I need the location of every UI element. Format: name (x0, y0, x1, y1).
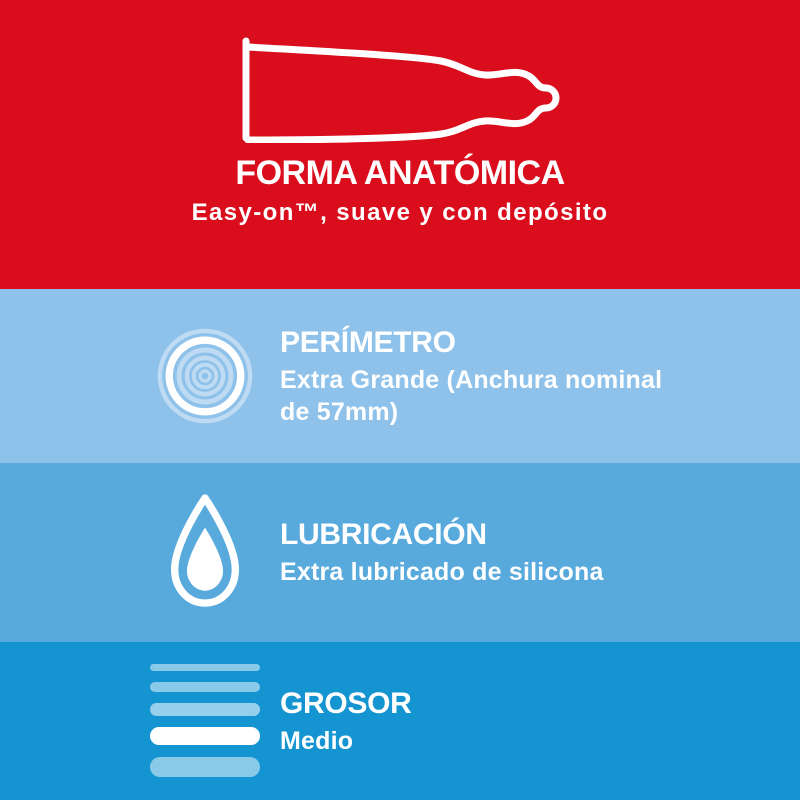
hero-section (0, 0, 800, 289)
concentric-circles-icon (130, 327, 280, 425)
thickness-lines-icon (130, 662, 280, 780)
feature-lubricacion-title: LUBRICACIÓN (280, 518, 487, 551)
hero-title: FORMA ANATÓMICA (235, 154, 565, 192)
feature-perimetro-description: Extra Grande (Anchura nominal de 57mm) (280, 365, 663, 426)
feature-grosor-title: GROSOR (280, 686, 412, 720)
feature-perimetro-text (280, 325, 680, 428)
feature-perimetro (0, 289, 800, 463)
feature-grosor-description: Medio (280, 726, 354, 755)
feature-perimetro-title: PERÍMETRO (280, 325, 456, 359)
feature-lubricacion-description: Extra lubricado de silicona (280, 558, 604, 586)
water-drop-icon (130, 487, 280, 619)
feature-grosor-text (280, 686, 680, 757)
condom-outline-icon (239, 31, 561, 143)
feature-lubricacion-text (280, 517, 680, 588)
feature-lubricacion (0, 463, 800, 642)
hero-subtitle: Easy-on™, suave y con depósito (191, 199, 609, 226)
feature-grosor (0, 642, 800, 800)
